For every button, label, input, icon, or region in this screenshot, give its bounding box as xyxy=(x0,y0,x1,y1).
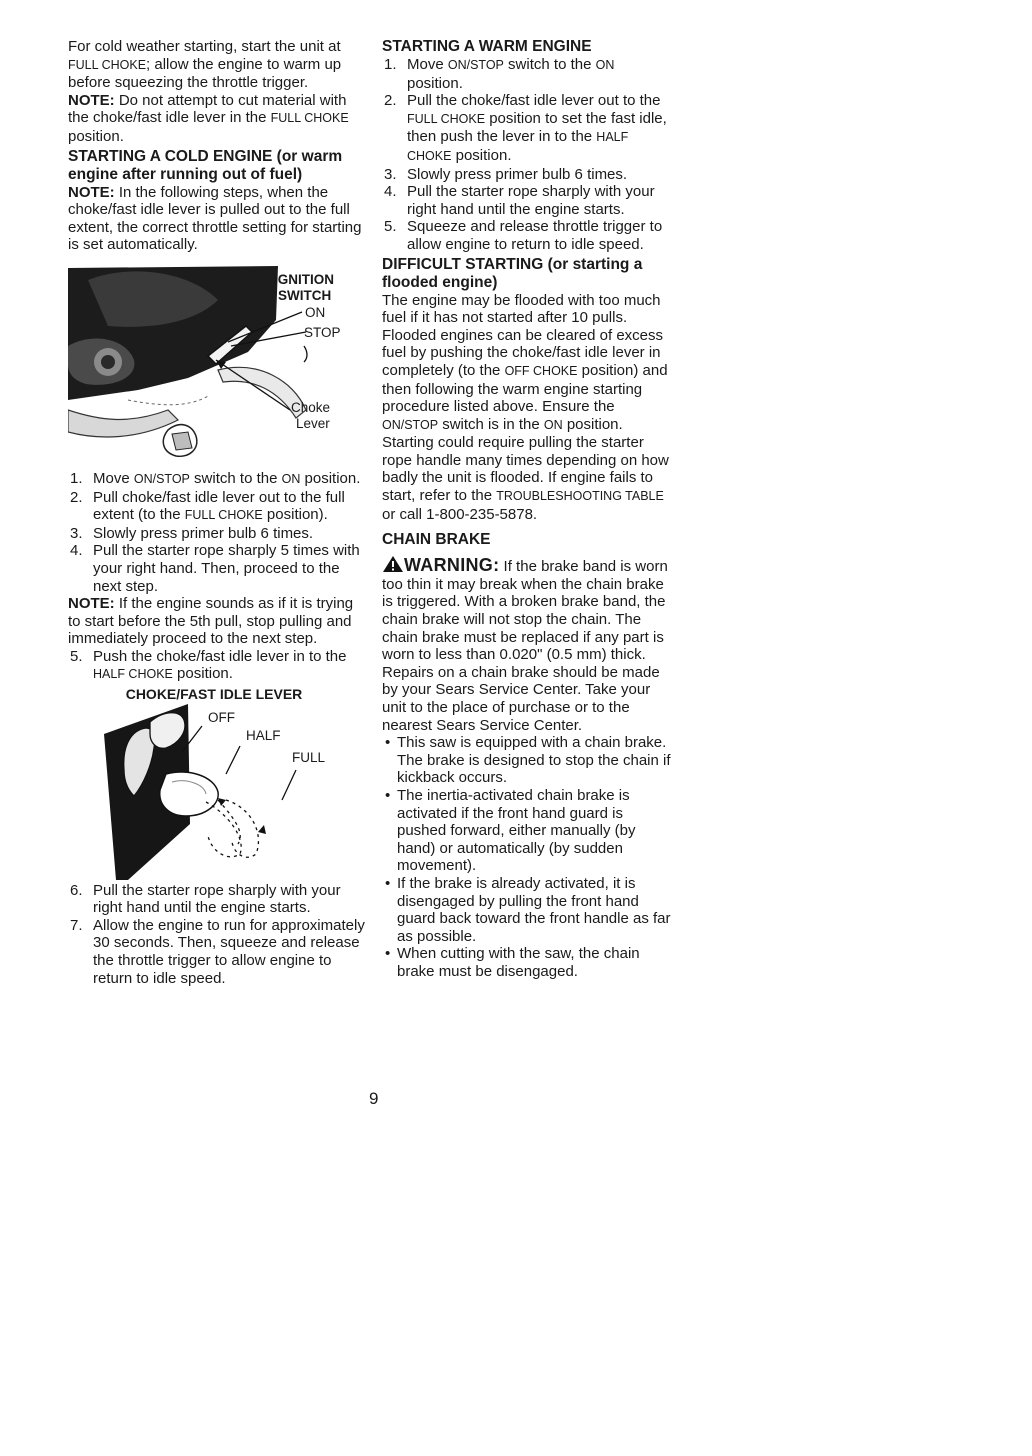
list-item: 6. Pull the starter rope sharply with your right hand until the engine starts. xyxy=(70,881,341,917)
list-item: 4. Pull the starter rope sharply with your right hand until the engine starts. xyxy=(384,183,655,218)
list-item: • When cutting with the saw, the chain brake must be disengaged. xyxy=(382,945,672,980)
page-number: 9 xyxy=(369,1089,379,1108)
list-item: • If the brake is already activated, it is disengaged by pulling the front hand guard back toward the front handle as far as possible. xyxy=(382,875,672,945)
list-item: • The inertia-activated chain brake is activated if the front hand guard is pushed forward, either manually (by hand) or automatically (by sudden movement). xyxy=(382,787,672,875)
note-early-start: NOTE: If the engine sounds as if it is trying to start before the 5th pull, stop pulling and immediately proceed to the next step. xyxy=(68,595,354,648)
note-throttle-setting: NOTE: In the following steps, when the choke/fast idle lever is pulled out to the full extent, the correct throttle setting for starting is set automatically. xyxy=(68,183,362,254)
note-full-choke: NOTE: Do not attempt to cut material with the choke/fast idle lever in the FULL CHOKE position. xyxy=(68,91,349,145)
off-label: OFF xyxy=(208,709,235,725)
flooded-paragraph-3: Starting could require pulling the starter rope handle many times depending on how badly the unit is flooded. If engine fails to start, refer to the TROUBLESHOOTING TABLE or call 1-800-235-5878. xyxy=(382,434,669,523)
choke-lever-illustration xyxy=(68,704,368,882)
warning-paragraph: WARNING: If the brake band is worn too thin it may break when the chain brake is triggered. With a broken brake band, the chain brake will not stop the chain. The chain brake must be replaced if any part is worn to less than 0.020" (0.5 mm) thick. Repairs on a chain brake should be made by your Sears Service Center. Take your unit to the place of purchase or to the nearest Sears Service Center. xyxy=(382,555,668,734)
chain-brake-bullets xyxy=(382,734,672,980)
warm-engine-heading: STARTING A WARM ENGINE xyxy=(382,38,592,55)
chain-brake-heading: CHAIN BRAKE xyxy=(382,531,491,549)
lever-label: Lever xyxy=(296,415,330,431)
choke-label: Choke xyxy=(291,399,331,415)
list-item: 7. Allow the engine to run for approximately 30 seconds. Then, squeeze and release the throttle trigger to allow engine to return to idle speed. xyxy=(70,916,365,987)
list-item: 1. Move ON/STOP switch to the ON position. xyxy=(384,56,615,92)
warm-start-steps xyxy=(382,56,672,254)
choke-lever-caption: CHOKE/FAST IDLE LEVER xyxy=(125,686,303,703)
choke-lever-figure xyxy=(68,704,368,882)
list-item: 5. Squeeze and release throttle trigger to allow engine to return to idle speed. xyxy=(384,218,663,253)
stop-label: STOP xyxy=(304,324,341,340)
difficult-starting-heading: DIFFICULT STARTING (or starting a flooded engine) xyxy=(382,255,643,291)
list-item: 2. Pull the choke/fast idle lever out to the FULL CHOKE position to set the fast idle, then push the lever in to the HALF CHOKE position. xyxy=(384,92,667,164)
warning-icon xyxy=(382,555,404,573)
cold-start-steps-final xyxy=(68,882,368,988)
list-item: 4. Pull the starter rope sharply 5 times with your right hand. Then, proceed to the next step. xyxy=(70,542,360,595)
list-item: 1. Move ON/STOP switch to the ON position. xyxy=(70,469,361,487)
on-label: ON xyxy=(305,304,326,320)
list-item: 5. Push the choke/fast idle lever in to the HALF CHOKE position. xyxy=(70,647,347,683)
ignition-label: IGNITION xyxy=(274,271,334,287)
ignition-switch-figure xyxy=(68,260,368,468)
switch-label: SWITCH xyxy=(278,287,332,303)
right-column xyxy=(382,38,672,981)
left-column xyxy=(68,38,368,987)
list-item: 2. Pull choke/fast idle lever out to the full extent (to the FULL CHOKE position). xyxy=(70,488,345,524)
cold-start-steps xyxy=(68,470,368,595)
half-label: HALF xyxy=(246,727,281,743)
cold-start-step-5 xyxy=(68,648,368,684)
full-label: FULL xyxy=(292,749,326,765)
warning-word: WARNING: xyxy=(404,555,500,576)
list-item: • This saw is equipped with a chain brake. The brake is designed to stop the chain if kickback occurs. xyxy=(382,734,672,787)
flooded-paragraph-1: The engine may be flooded with too much fuel if it has not started after 10 pulls. xyxy=(382,291,661,327)
cold-weather-intro: For cold weather starting, start the unit at FULL CHOKE; allow the engine to warm up before squeezing the throttle trigger. xyxy=(68,38,342,92)
list-item: 3. Slowly press primer bulb 6 times. xyxy=(384,165,628,183)
cold-engine-heading: STARTING A COLD ENGINE (or warm engine after running out of fuel) xyxy=(68,147,343,183)
list-item: 3. Slowly press primer bulb 6 times. xyxy=(70,524,314,542)
flooded-paragraph-2: Flooded engines can be cleared of excess fuel by pushing the choke/fast idle lever in completely (to the OFF CHOKE position) and then following the warm engine starting procedure listed above. Ensure the ON/STOP switch is in the ON position. xyxy=(382,326,668,433)
